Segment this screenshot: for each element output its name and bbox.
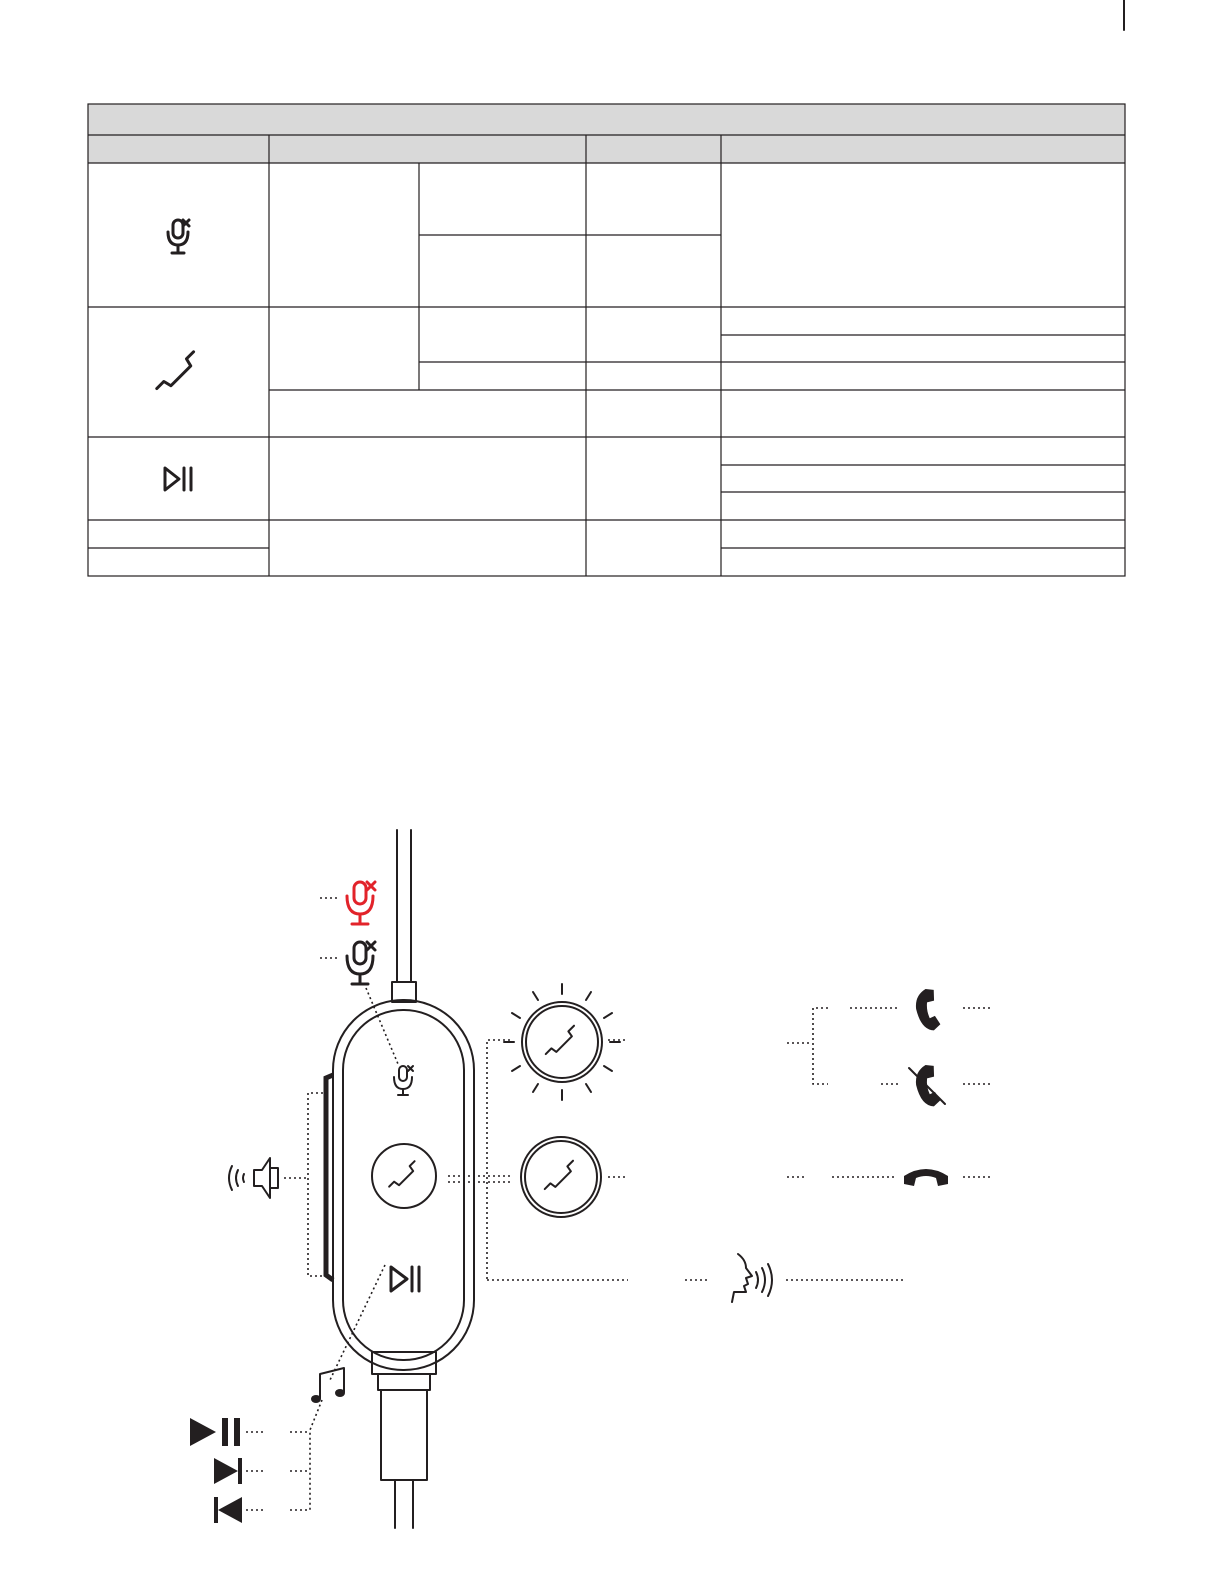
remote-body-inner xyxy=(343,1010,464,1360)
connector-ring xyxy=(378,1374,430,1390)
remote-mute-button[interactable] xyxy=(394,1066,413,1095)
table-phone-handset-icon xyxy=(157,352,199,394)
previous-track-icon xyxy=(214,1497,242,1523)
volume-rocker[interactable] xyxy=(326,1075,333,1280)
play-pause-solid-icon xyxy=(190,1418,240,1446)
table-header-row xyxy=(88,135,1125,163)
call-bracket xyxy=(487,1040,510,1280)
connector-housing xyxy=(381,1390,427,1480)
table-mic-mute-icon xyxy=(168,220,189,253)
mute-leader-line xyxy=(366,988,398,1064)
next-track-icon xyxy=(214,1458,242,1484)
table-title-bar xyxy=(88,104,1125,135)
table-border xyxy=(88,104,1125,576)
call-active-icon xyxy=(521,1137,601,1217)
end-call-icon xyxy=(904,1169,948,1186)
call-ringing-icon xyxy=(504,984,620,1100)
reject-call-icon xyxy=(909,1062,951,1109)
answer-call-icon xyxy=(909,986,951,1033)
music-leader-line xyxy=(330,1265,385,1380)
remote-play-pause-button[interactable] xyxy=(391,1267,419,1291)
voice-assistant-icon xyxy=(732,1254,772,1302)
table-play-pause-icon xyxy=(165,468,191,490)
music-note-icon xyxy=(311,1368,345,1403)
mute-off-icon xyxy=(347,942,375,984)
remote-body-outer xyxy=(333,1000,474,1370)
speaker-icon xyxy=(229,1158,278,1198)
controls-table xyxy=(88,104,1125,576)
mute-on-red-icon xyxy=(347,882,375,924)
volume-bracket xyxy=(308,1093,323,1276)
remote-call-button[interactable] xyxy=(372,1144,436,1208)
remote-diagram xyxy=(190,830,990,1528)
answer-reject-bracket xyxy=(813,1008,828,1084)
